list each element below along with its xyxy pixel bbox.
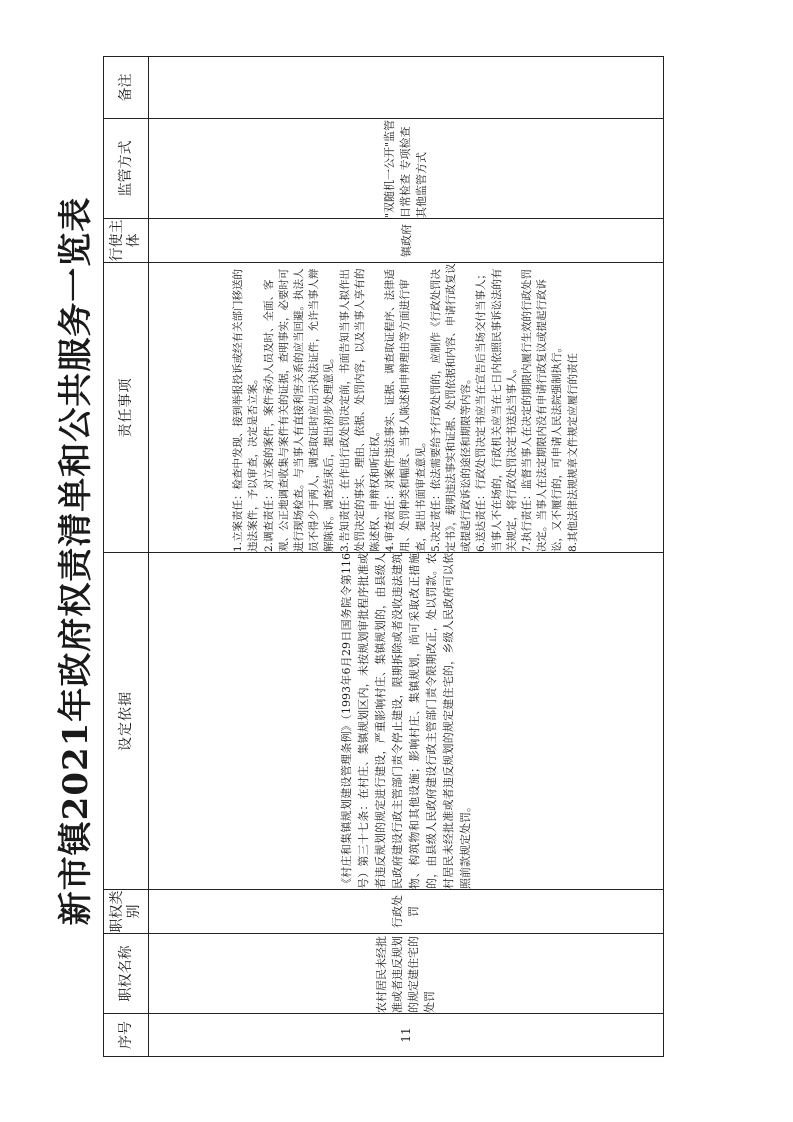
cell-category: 行政处罚 [149,890,664,934]
table-header-row [104,57,149,1057]
duty-item: 7.执行责任：监督当事人在决定的期限内履行生效的行政处罚决定。当事人在法定期限内没有申请行政复议或提起行政诉讼，又不履行的，可申请人民法院强制执行。 [521,268,564,552]
duty-item: 8.其他法律法规规章文件规定应履行的责任 [566,352,579,552]
cell-duty [149,263,664,553]
duty-item: 2.调查责任：对立案的案件，案件承办人员及时、全面、客观、公正地调查收集与案件有关的证据，查明事实，必要时可进行现场检查。与当事人有直接利害关系的应当回避。执法人员不得少于两人，调查取证时应出示执法证件，允许当事人辩解陈诉。调查结束后，提出初步处理意见。 [262,268,336,552]
header-subject: 行使主体 [104,219,149,263]
cell-seq: 11 [149,1014,664,1057]
duty-item: 3.告知责任：在作出行政处罚决定前，书面告知当事人拟作出处罚决定的事实、理由、依据、处罚内容，以及当事人享有的陈述权、申辩权和听证权。 [338,268,381,552]
table-row [149,57,664,1057]
header-category: 职权类别 [104,890,149,934]
duty-item: 1.立案责任：检查中发现、接到举报投诉或经有关部门移送的违法案件，予以审查，决定是否立案。 [232,268,260,552]
header-basis: 设定依据 [104,553,149,890]
duty-item: 5.决定责任：依法需要给予行政处罚的，应制作《行政处罚决定书》，载明违法事实和证据、处罚依据和内容、申请行政复议或提起行政诉讼的途径和期限等内容。 [429,263,473,552]
header-remark: 备注 [104,57,149,119]
cell-name: 农村居民未经批准或者违反规划的规定建住宅的处罚 [149,934,664,1014]
header-supervision: 监管方式 [104,119,149,219]
duty-item: 4.审查责任：对案件违法事实、证据、调查取证程序、法律适用、处罚种类和幅度、当事人陈述和申辩理由等方面进行审查，提出书面审查意见。 [384,268,427,552]
header-seq: 序号 [104,1014,149,1057]
cell-remark [149,57,664,119]
cell-subject: 镇政府 [149,219,664,263]
header-duty: 责任事项 [104,263,149,553]
duty-item: 6.送达责任：行政处罚决定书应当在宣告后当场交付当事人；当事人不在场的，行政机关应当在七日内依照民事诉讼法的有关规定，将行政处罚决定书送达当事人。 [475,268,518,552]
authority-table [103,56,664,1057]
header-name: 职权名称 [104,934,149,1014]
cell-basis: 《村庄和集镇规划建设管理条例》（1993年6月29日国务院令第116号）第三十七条：在村庄、集镇规划区内，未按规划审批程序批准或者违反规划的规定进行建设，严重影响村庄、集镇规划的，由县级人民政府建设行政主管部门责令停止建设，限期拆除或者没收违法建筑物、构筑物和其他设施；影响村庄、集镇规划，尚可采取改正措施的，由县级人民政府建设行政主管部门责令限期改正，处以罚款。农村居民未经批准或者违反规划的规定建住宅的，乡级人民政府可以依照前款规定处罚。 [149,553,664,890]
cell-supervision: "双随机一公开"监管 日常检查 专项检查 其他监管方式 [149,119,664,219]
document-title: 新市镇2021年政府权责清单和公共服务一览表 [56,196,96,926]
